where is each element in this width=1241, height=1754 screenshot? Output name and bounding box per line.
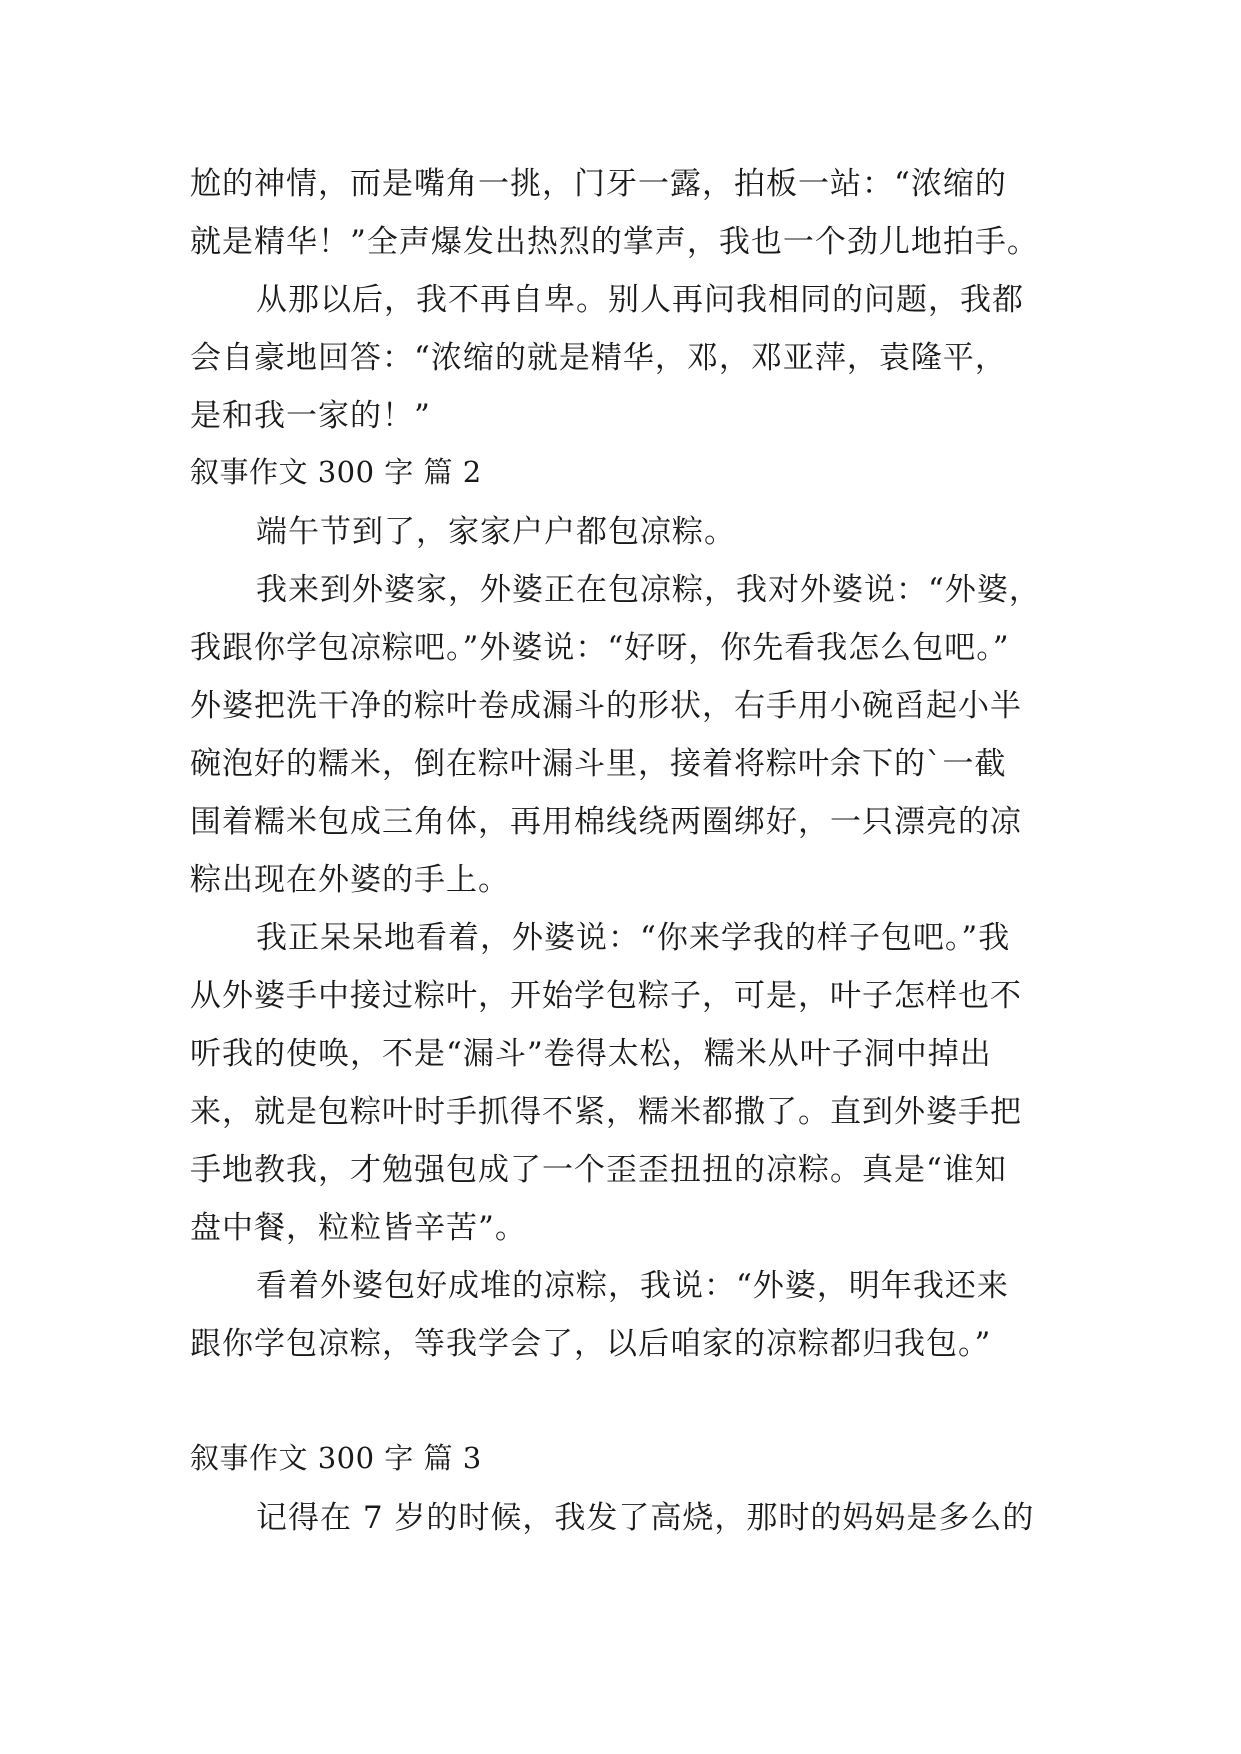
text-line: 听我的使唤，不是“漏斗”卷得太松，糯米从叶子洞中掉出 bbox=[190, 1036, 992, 1072]
text-line: 尬的神情，而是嘴角一挑，门牙一露，拍板一站：“浓缩的 bbox=[190, 166, 1007, 202]
essay-heading: 叙事作文 300 字 篇 3 bbox=[190, 1441, 482, 1475]
text-line: 碗泡好的糯米，倒在粽叶漏斗里，接着将粽叶余下的`一截 bbox=[190, 746, 1007, 782]
text-line: 手地教我，才勉强包成了一个歪歪扭扭的凉粽。真是“谁知 bbox=[190, 1152, 1007, 1188]
text-line: 来，就是包粽叶时手抓得不紧，糯米都撒了。直到外婆手把 bbox=[190, 1094, 1022, 1130]
text-line: 记得在 7 岁的时候，我发了高烧，那时的妈妈是多么的 bbox=[256, 1500, 1035, 1536]
text-line: 围着糯米包成三角体，再用棉线绕两圈绑好，一只漂亮的凉 bbox=[190, 804, 1022, 840]
text-line: 看着外婆包好成堆的凉粽，我说：“外婆，明年我还来 bbox=[256, 1268, 1009, 1304]
text-line: 就是精华！”全声爆发出热烈的掌声，我也一个劲儿地拍手。 bbox=[190, 224, 1039, 260]
text-line: 会自豪地回答：“浓缩的就是精华，邓，邓亚萍，袁隆平， bbox=[190, 340, 1007, 376]
text-line: 端午节到了，家家户户都包凉粽。 bbox=[256, 514, 736, 550]
text-line: 从外婆手中接过粽叶，开始学包粽子，可是，叶子怎样也不 bbox=[190, 978, 1022, 1014]
essay-heading: 叙事作文 300 字 篇 2 bbox=[190, 455, 482, 489]
text-line: 粽出现在外婆的手上。 bbox=[190, 862, 510, 898]
text-line: 我正呆呆地看着，外婆说：“你来学我的样子包吧。”我 bbox=[256, 920, 1011, 956]
text-line: 是和我一家的！” bbox=[190, 398, 431, 434]
text-line: 外婆把洗干净的粽叶卷成漏斗的形状，右手用小碗舀起小半 bbox=[190, 688, 1022, 724]
text-line: 我来到外婆家，外婆正在包凉粽，我对外婆说：“外婆， bbox=[256, 572, 1041, 608]
text-line: 盘中餐，粒粒皆辛苦”。 bbox=[190, 1210, 527, 1246]
text-line: 跟你学包凉粽，等我学会了，以后咱家的凉粽都归我包。” bbox=[190, 1326, 992, 1362]
text-line: 从那以后，我不再自卑。别人再问我相同的问题，我都 bbox=[256, 282, 1024, 318]
text-line: 我跟你学包凉粽吧。”外婆说：“好呀，你先看我怎么包吧。” bbox=[190, 630, 1010, 666]
